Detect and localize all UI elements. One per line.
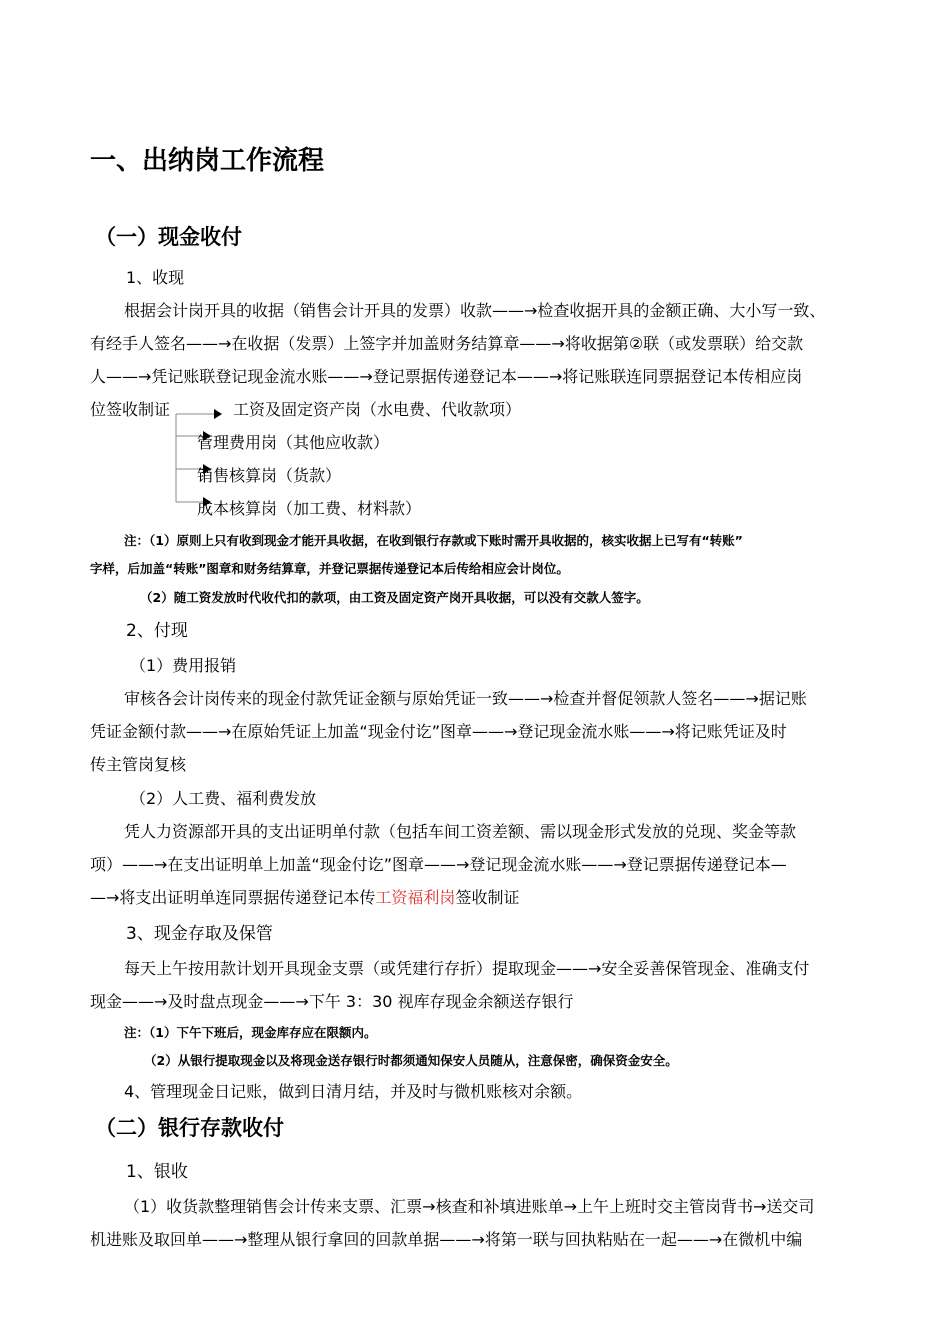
- note-line: 字样，后加盖“转账”图章和财务结算章，并登记票据传递登记本后传给相应会计岗位。: [90, 561, 569, 576]
- paragraph-line: 传主管岗复核: [90, 755, 187, 774]
- note-line: （2）随工资发放时代收代扣的款项，由工资及固定资产岗开具收据，可以没有交款人签字。: [140, 590, 649, 605]
- subsection-title-journal: 4、管理现金日记账，做到日清月结，并及时与微机账核对余额。: [124, 1082, 583, 1101]
- subsection-title-cash-storage: 3、现金存取及保管: [126, 924, 273, 944]
- note-line: 注：（1）原则上只有收到现金才能开具收据，在收到银行存款或下账时需开具收据的，核实收据上已写有“转账”: [124, 533, 743, 548]
- section-title-cash: （一）现金收付: [95, 225, 242, 249]
- note-line: （2）从银行提取现金以及将现金送存银行时都须通知保安人员随从，注意保密，确保资金安全。: [144, 1053, 678, 1068]
- branch-item-cost-accounting: 成本核算岗（加工费、材料款）: [197, 499, 422, 518]
- branch-item-payroll-assets: 工资及固定资产岗（水电费、代收款项）: [233, 400, 522, 419]
- text-segment: 签收制证: [455, 888, 520, 907]
- arrow-icon: [214, 409, 222, 419]
- paragraph-line: 项）——→在支出证明单上加盖“现金付讫”图章——→登记现金流水账——→登记票据传递登记本—: [90, 855, 787, 874]
- paragraph-line: 凭证金额付款——→在原始凭证上加盖“现金付讫”图章——→登记现金流水账——→将记账凭证及时: [90, 722, 787, 741]
- note-line: 注：（1）下午下班后，现金库存应在限额内。: [124, 1025, 377, 1040]
- subsection-title-pay-cash: 2、付现: [126, 621, 188, 641]
- paragraph-line: 每天上午按用款计划开具现金支票（或凭建行存折）提取现金——→安全妥善保管现金、准确支付: [124, 959, 810, 978]
- page-title: 一、出纳岗工作流程: [90, 146, 325, 176]
- paragraph-line: 根据会计岗开具的收据（销售会计开具的发票）收款——→检查收据开具的金额正确、大小写一致、: [124, 301, 826, 320]
- paragraph-line: 审核各会计岗传来的现金付款凭证金额与原始凭证一致——→检查并督促领款人签名——→据记账: [124, 689, 807, 708]
- paragraph-line: 现金——→及时盘点现金——→下午 3：30 视库存现金余额送存银行: [90, 992, 574, 1011]
- subsection-title-receive-cash: 1、收现: [126, 268, 185, 287]
- paragraph-line: 凭人力资源部开具的支出证明单付款（包括车间工资差额、需以现金形式发放的兑现、奖金等款: [124, 822, 797, 841]
- paragraph-line: [90, 885, 519, 908]
- paragraph-line: 位签收制证: [90, 400, 171, 419]
- paragraph-line: （1）收货款整理销售会计传来支票、汇票→核查和补填进账单→上午上班时交主管岗背书→送交司: [124, 1197, 815, 1216]
- item-title-expense: （1）费用报销: [130, 656, 237, 675]
- highlighted-text: 工资福利岗: [375, 888, 456, 907]
- paragraph-line: 有经手人签名——→在收据（发票）上签字并加盖财务结算章——→将收据第②联（或发票联）给交款: [90, 334, 804, 353]
- subsection-title-bank-receive: 1、银收: [126, 1162, 188, 1182]
- paragraph-line: 人——→凭记账联登记现金流水账——→登记票据传递登记本——→将记账联连同票据登记本传相应岗: [90, 367, 803, 386]
- section-title-bank: （二）银行存款收付: [95, 1116, 284, 1140]
- paragraph-line: 机进账及取回单——→整理从银行拿回的回款单据——→将第一联与回执粘贴在一起——→在微机中编: [90, 1230, 803, 1249]
- text-segment: —→将支出证明单连同票据传递登记本传: [90, 888, 376, 907]
- branch-item-admin-expense: 管理费用岗（其他应收款）: [197, 433, 390, 452]
- branch-item-sales-accounting: 销售核算岗（货款）: [197, 466, 342, 485]
- item-title-payroll: （2）人工费、福利费发放: [130, 789, 317, 808]
